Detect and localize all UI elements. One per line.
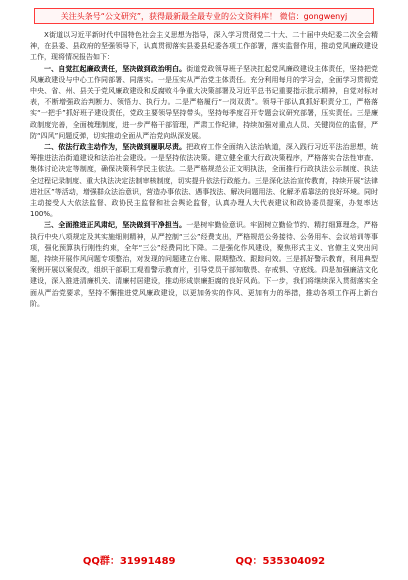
paragraph-intro <box>30 30 378 64</box>
section-1-text: 街道党政领导班子坚决扛起党风廉政建设主体责任，坚持把党风廉政建设与中心工作同部署、同落实。一是压实从严治党主体责任。充分利用每月的学习会，全面学习贯彻党中央、省、州、县关于党风廉政建设和反腐败斗争重大决策部署及习近平总书记重要指示批示精神，自觉对标对表，不断增强政治判断力、领悟力、执行力。二是严格履行“一岗双责”。领导干部认真抓好职责分工，严格落实“一把手”抓好班子建设责任，党政主要领导坚持带头，坚持每季度召开专题会议研究部署，压实责任。三是廉政制度完善，全面梳理制度，进一步严格干部管理，严肃工作纪律，持续加强对重点人员、关键岗位的监督，严防“四风”问题反弹，切实推动全面从严治党向纵深发展。 <box>30 64 378 140</box>
paragraph-intro-text: X街道以习近平新时代中国特色社会主义思想为指导，深入学习贯彻党二十大、二十届中央纪委二次全会精神，在县委、县政府的坚强领导下，认真贯彻落实县委县纪委各项工作部署，落实监督作用，推动党风廉政建设工作，现将情况报告如下： <box>30 31 378 62</box>
qq-group-label: QQ群：31991489 <box>82 556 176 567</box>
contact-footer <box>0 552 408 568</box>
document-body <box>30 30 378 545</box>
promo-banner-text: 关注头条号“公文研究”，获得最新最全最专业的公文资料库！ 微信：gongwenyj <box>60 11 348 21</box>
promo-banner <box>34 8 374 24</box>
qq-contact-label: QQ：535304092 <box>235 556 326 567</box>
section-2-heading: 二、依法行政主动作为，坚决做到履职尽责。 <box>44 143 187 152</box>
paragraph-section-3 <box>30 220 378 310</box>
section-3-text: 一是树牢勤俭意识。牢固树立勤俭节约、精打细算理念，严格执行中央八项规定及其实施细则精神，从严控制“三公”经费支出，严格规范公务接待、公务用车、会议培训等事项，强化预算执行刚性约束，全年“三公”经费同比下降。二是强化作风建设，聚焦形式主义、官僚主义突出问题，持续开展作风问题专项整治，对发现的问题建立台账、限期整改、跟踪问效。三是抓好警示教育，利用典型案例开展以案促改，组织干部职工观看警示教育片，引导党员干部知敬畏、存戒惧、守底线。四是加强廉洁文化建设，深入推进清廉机关、清廉村居建设，推动形成崇廉拒腐的良好风尚。下一步，我们将继续深入贯彻落实全面从严治党要求，坚持不懈推进党风廉政建设，以更加务实的作风、更加有力的举措，推动各项工作再上新台阶。 <box>30 221 378 308</box>
section-2-text: 把政府工作全面纳入法治轨道，深入践行习近平法治思想，统筹推进法治街道建设和法治社会建设。一是坚持依法决策。建立健全重大行政决策程序，严格落实合法性审查、集体讨论决定等制度，确保决策科学民主依法。二是严格规范公正文明执法，全面推行行政执法公示制度、执法全过程记录制度、重大执法决定法制审核制度，切实提升依法行政能力。三是深化法治宣传教育，持续开展“法律进社区”等活动，增强群众法治意识，营造办事依法、遇事找法、解决问题用法、化解矛盾靠法的良好环境。同时主动接受人大依法监督、政协民主监督和社会舆论监督，认真办理人大代表建议和政协委员提案，办复率达100%。 <box>30 143 378 219</box>
section-3-heading: 三、全面推进正风肃纪，坚决做到干净担当。 <box>44 221 187 230</box>
paragraph-section-1 <box>30 64 378 142</box>
section-1-heading: 一、自觉扛起廉政责任，坚决做到政治明白。 <box>44 64 187 73</box>
paragraph-section-2 <box>30 142 378 220</box>
